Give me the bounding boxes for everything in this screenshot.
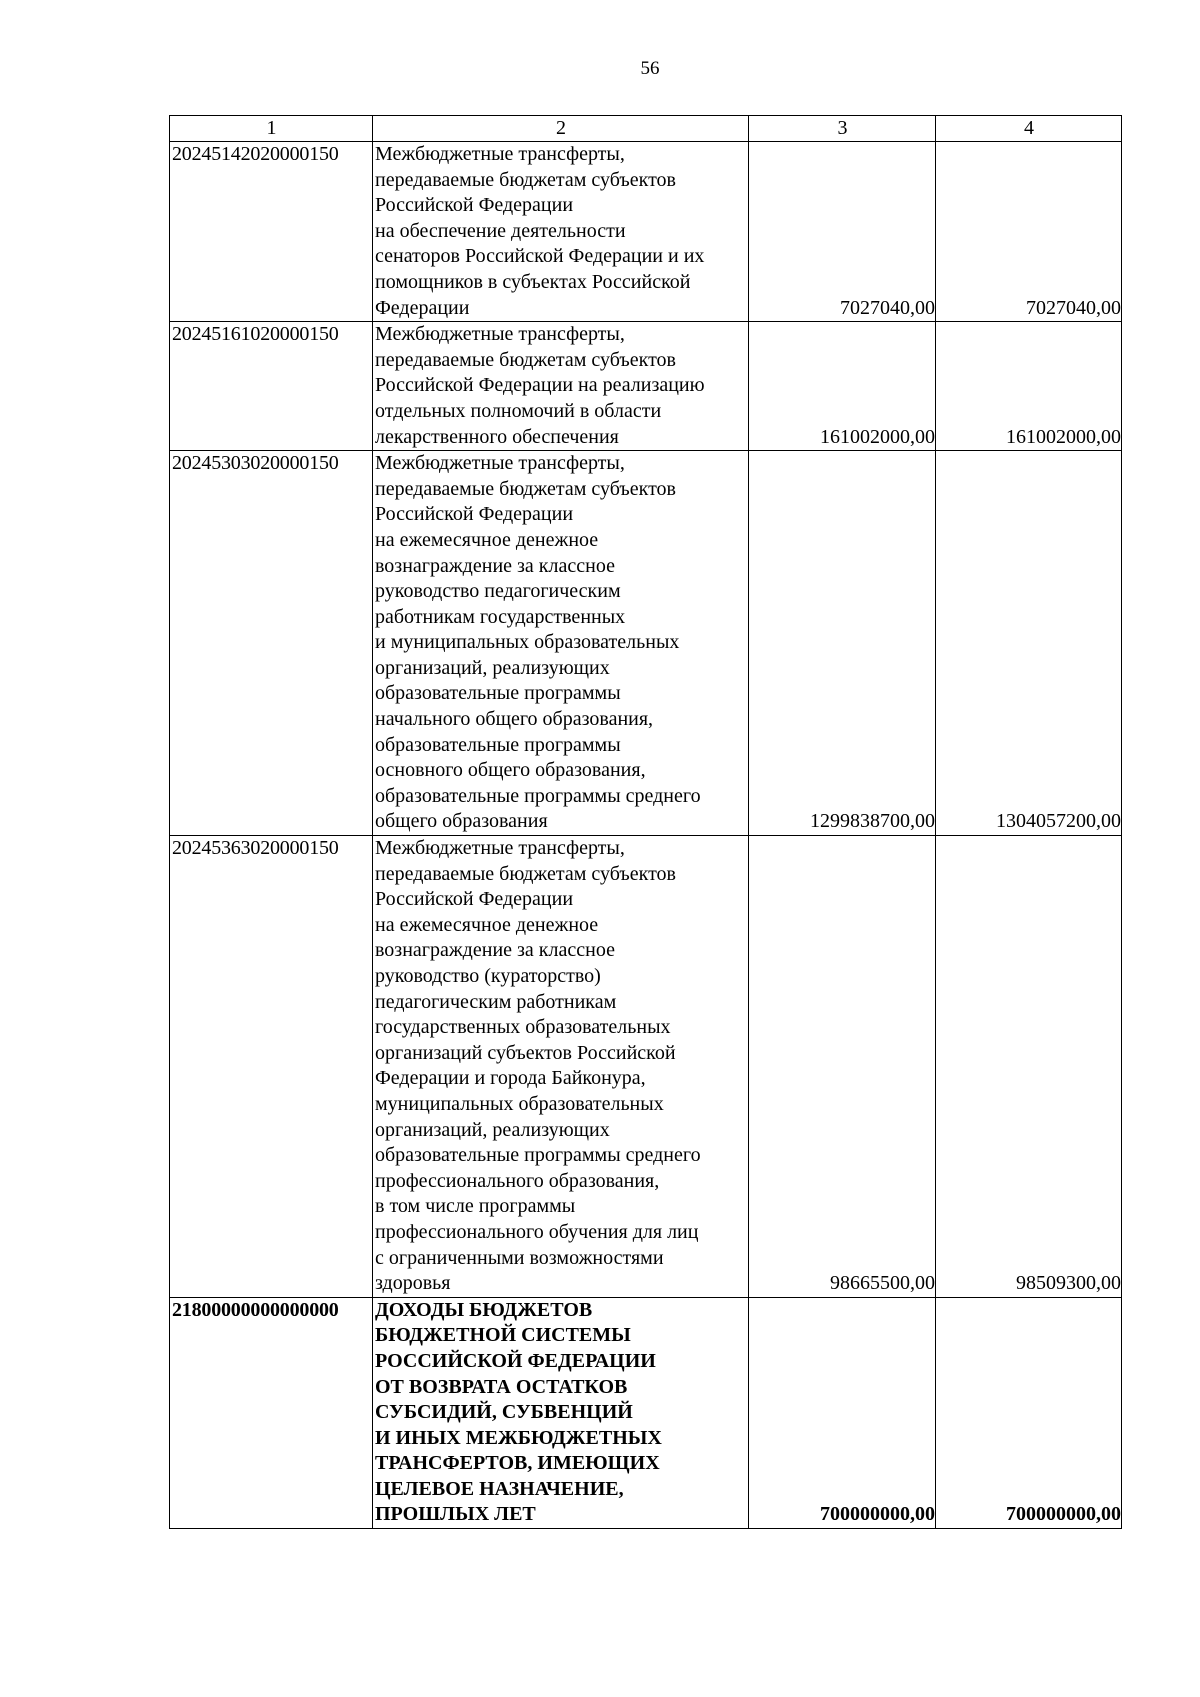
description-line: работникам государственных [375,605,626,628]
description-line: педагогическим работникам [375,990,617,1013]
description-line: отдельных полномочий в области [375,399,662,422]
description-line: Российской Федерации [375,194,574,217]
description-line: общего образования [375,810,548,833]
description-line: РОССИЙСКОЙ ФЕДЕРАЦИИ [375,1349,656,1372]
description-line: передаваемые бюджетам субъектов [375,477,676,500]
description-line: сенаторов Российской Федерации и их [375,245,705,268]
description-line: ДОХОДЫ БЮДЖЕТОВ [375,1298,593,1321]
amount-col-4-cell: 161002000,00 [936,322,1122,451]
description-line: и муниципальных образовательных [375,631,680,654]
description-line: на ежемесячное денежное [375,528,599,551]
table-row [170,451,1122,836]
description-line: Межбюджетные трансферты, [375,837,625,860]
description-line: ОТ ВОЗВРАТА ОСТАТКОВ [375,1375,628,1398]
budget-code-cell: 21800000000000000 [170,1297,373,1528]
header-row [170,116,1122,142]
description-line: Российской Федерации [375,888,574,911]
amount-col-4-cell: 1304057200,00 [936,451,1122,836]
budget-code-cell: 20245363020000150 [170,836,373,1298]
table-row [170,322,1122,451]
header-cell-col-3: 3 [749,116,936,142]
description-line: Российской Федерации [375,503,574,526]
description-line: вознаграждение за классное [375,554,615,577]
description-line: Федерации и города Байконура, [375,1067,646,1090]
description-line: организаций, реализующих [375,656,610,679]
description-line: начального общего образования, [375,708,654,731]
description-line: образовательные программы среднего [375,1144,701,1167]
table-row [170,1297,1122,1528]
description-line: руководство педагогическим [375,580,621,603]
budget-code-cell: 20245303020000150 [170,451,373,836]
description-cell [373,836,749,1298]
budget-table [169,115,1122,1529]
description-cell [373,1297,749,1528]
description-line: лекарственного обеспечения [375,425,619,448]
table-row [170,836,1122,1298]
description-line: образовательные программы [375,733,621,756]
description-cell [373,322,749,451]
description-line: организаций субъектов Российской [375,1041,676,1064]
description-line: Российской Федерации на реализацию [375,374,705,397]
budget-code-cell: 20245161020000150 [170,322,373,451]
description-line: образовательные программы среднего [375,784,701,807]
description-line: на обеспечение деятельности [375,219,626,242]
budget-code-cell: 20245142020000150 [170,142,373,322]
description-line: организаций, реализующих [375,1118,610,1141]
amount-col-3-cell: 161002000,00 [749,322,936,451]
description-line: профессионального образования, [375,1169,660,1192]
description-line: СУБСИДИЙ, СУБВЕНЦИЙ [375,1401,633,1424]
description-line: руководство (кураторство) [375,965,601,987]
amount-col-4-cell: 98509300,00 [936,836,1122,1298]
amount-col-3-cell: 98665500,00 [749,836,936,1298]
description-line: здоровья [375,1272,451,1295]
table-body [170,116,1122,1529]
description-line: И ИНЫХ МЕЖБЮДЖЕТНЫХ [375,1426,662,1449]
amount-col-3-cell: 700000000,00 [749,1297,936,1528]
description-line: ПРОШЛЫХ ЛЕТ [375,1503,536,1526]
description-line: Межбюджетные трансферты, [375,452,625,475]
description-cell [373,451,749,836]
description-line: на ежемесячное денежное [375,913,599,936]
header-cell-col-4: 4 [936,116,1122,142]
description-line: вознаграждение за классное [375,939,615,962]
description-line: профессионального обучения для лиц [375,1220,699,1243]
description-line: Межбюджетные трансферты, [375,323,625,346]
amount-col-4-cell: 7027040,00 [936,142,1122,322]
header-cell-col-2: 2 [373,116,749,142]
table-row [170,142,1122,322]
header-cell-col-1: 1 [170,116,373,142]
description-line: помощников в субъектах Российской [375,270,691,293]
description-line: в том числе программы [375,1195,576,1218]
description-line: передаваемые бюджетам субъектов [375,168,676,191]
description-line: с ограниченными возможностями [375,1246,664,1269]
amount-col-3-cell: 7027040,00 [749,142,936,322]
description-line: передаваемые бюджетам субъектов [375,348,676,371]
page-number: 56 [640,58,660,79]
description-line: ЦЕЛЕВОЕ НАЗНАЧЕНИЕ, [375,1477,624,1500]
amount-col-3-cell: 1299838700,00 [749,451,936,836]
description-line: основного общего образования, [375,759,646,782]
description-line: БЮДЖЕТНОЙ СИСТЕМЫ [375,1324,631,1347]
description-line: муниципальных образовательных [375,1092,664,1115]
description-line: Межбюджетные трансферты, [375,143,625,165]
description-line: государственных образовательных [375,1016,671,1039]
description-cell [373,142,749,322]
description-line: образовательные программы [375,682,621,705]
description-line: передаваемые бюджетам субъектов [375,862,676,885]
description-line: ТРАНСФЕРТОВ, ИМЕЮЩИХ [375,1452,660,1475]
amount-col-4-cell: 700000000,00 [936,1297,1122,1528]
description-line: Федерации [375,296,470,319]
